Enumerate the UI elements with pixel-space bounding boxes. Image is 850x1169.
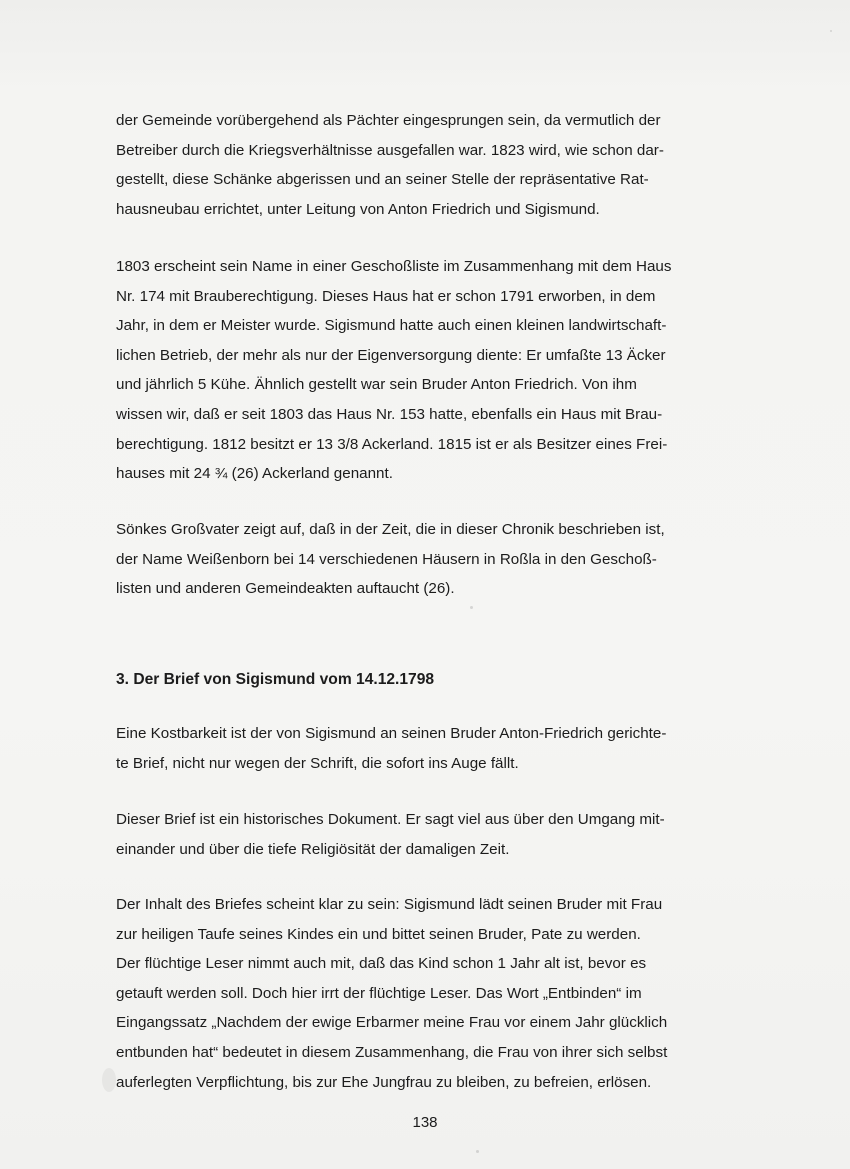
text-line: Der Inhalt des Briefes scheint klar zu sein: Sigismund lädt seinen Bruder mit Frau — [116, 896, 663, 913]
paragraph-2 — [116, 252, 671, 489]
text-line: entbunden hat“ bedeutet in diesem Zusammenhang, die Frau von ihrer sich selbst — [116, 1043, 668, 1061]
paragraph-1 — [116, 106, 664, 224]
text-line: te Brief, nicht nur wegen der Schrift, die sofort ins Auge fällt. — [116, 754, 519, 772]
text-line: Jahr, in dem er Meister wurde. Sigismund hatte auch einen kleinen landwirtschaft- — [116, 317, 667, 335]
section-paragraph-2 — [116, 805, 665, 864]
page-number: 138 — [412, 1114, 438, 1131]
text-line: berechtigung. 1812 besitzt er 13 3/8 Ackerland. 1815 ist er als Besitzer eines Frei- — [116, 435, 668, 453]
text-line: Nr. 174 mit Brauberechtigung. Dieses Haus hat er schon 1791 erworben, in dem — [116, 287, 656, 305]
text-line: Eingangssatz „Nachdem der ewige Erbarmer meine Frau vor einem Jahr glücklich — [116, 1014, 668, 1032]
text-line: zur heiligen Taufe seines Kindes ein und bittet seinen Bruder, Pate zu werden. — [116, 925, 641, 943]
paragraph-3 — [116, 515, 665, 604]
text-line: der Gemeinde vorübergehend als Pächter eingesprungen sein, da vermutlich der — [116, 112, 661, 129]
scan-speck — [470, 606, 473, 609]
text-line: Dieser Brief ist ein historisches Dokument. Er sagt viel aus über den Umgang mit- — [116, 811, 665, 828]
scan-speck — [476, 1150, 479, 1153]
text-line: hausneubau errichtet, unter Leitung von Anton Friedrich und Sigismund. — [116, 200, 600, 218]
text-line: Eine Kostbarkeit ist der von Sigismund an seinen Bruder Anton-Friedrich gerichte- — [116, 725, 667, 742]
section-paragraph-3 — [116, 890, 667, 1097]
text-line: und jährlich 5 Kühe. Ähnlich gestellt war sein Bruder Anton Friedrich. Von ihm — [116, 376, 637, 394]
text-line: Betreiber durch die Kriegsverhältnisse ausgefallen war. 1823 wird, wie schon dar- — [116, 141, 664, 159]
text-line: listen und anderen Gemeindeakten auftaucht (26). — [116, 580, 455, 598]
text-line: Der flüchtige Leser nimmt auch mit, daß das Kind schon 1 Jahr alt ist, bevor es — [116, 955, 647, 973]
text-line: hauses mit 24 ¾ (26) Ackerland genannt. — [116, 465, 393, 483]
scan-smudge — [102, 1068, 116, 1092]
scan-speck — [830, 30, 832, 32]
text-line: 1803 erscheint sein Name in einer Geschoßliste im Zusammenhang mit dem Haus — [116, 258, 672, 275]
section-heading: 3. Der Brief von Sigismund vom 14.12.1798 — [116, 671, 435, 688]
text-line: gestellt, diese Schänke abgerissen und an seiner Stelle der repräsentative Rat- — [116, 171, 649, 189]
text-line: wissen wir, daß er seit 1803 das Haus Nr. 153 hatte, ebenfalls ein Haus mit Brau- — [116, 405, 663, 423]
text-line: getauft werden soll. Doch hier irrt der flüchtige Leser. Das Wort „Entbinden“ im — [116, 984, 642, 1002]
text-line: der Name Weißenborn bei 14 verschiedenen Häusern in Roßla in den Geschoß- — [116, 550, 657, 568]
text-line: einander und über die tiefe Religiösität der damaligen Zeit. — [116, 840, 510, 858]
text-line: Sönkes Großvater zeigt auf, daß in der Zeit, die in dieser Chronik beschrieben ist, — [116, 521, 665, 538]
text-line: auferlegten Verpflichtung, bis zur Ehe Jungfrau zu bleiben, zu befreien, erlösen. — [116, 1073, 652, 1091]
section-paragraph-1 — [116, 719, 666, 778]
text-line: lichen Betrieb, der mehr als nur der Eigenversorgung diente: Er umfaßte 13 Äcker — [116, 346, 666, 364]
